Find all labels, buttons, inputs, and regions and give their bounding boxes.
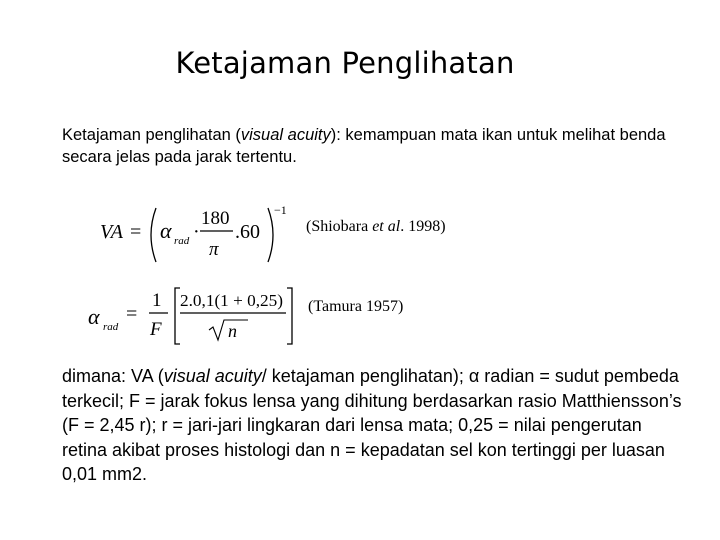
citation-tamura: (Tamura 1957) bbox=[308, 298, 404, 315]
eq2-frac-den: F bbox=[150, 319, 162, 340]
eq1-exponent: −1 bbox=[274, 203, 287, 217]
eq2-inner-den: n bbox=[228, 321, 237, 341]
eq1-factor: .60 bbox=[235, 221, 260, 243]
eq1-alpha-sub: rad bbox=[174, 235, 190, 247]
eq1-alpha: α bbox=[160, 218, 172, 243]
eq1-left-paren bbox=[151, 208, 156, 262]
eq2-frac-num: 1 bbox=[152, 290, 162, 311]
description-paragraph bbox=[62, 364, 682, 487]
eq1-equals: = bbox=[130, 221, 142, 243]
eq2-right-bracket bbox=[287, 288, 292, 344]
equation-visual-acuity bbox=[98, 200, 298, 270]
citation-shiobara bbox=[306, 218, 446, 236]
eq1-dot: · bbox=[193, 221, 200, 243]
intro-paragraph bbox=[62, 124, 682, 168]
cite1-before: (Shiobara bbox=[306, 218, 373, 235]
cite1-after: . 1998) bbox=[400, 218, 446, 235]
slide-title: Ketajaman Penglihatan bbox=[175, 46, 515, 80]
intro-term: visual acuity bbox=[240, 126, 331, 144]
desc-term: visual acuity bbox=[163, 366, 262, 386]
eq1-denominator: π bbox=[209, 239, 219, 260]
eq1-lhs: VA bbox=[100, 221, 123, 243]
eq2-inner-num: 2.0,1(1 + 0,25) bbox=[180, 291, 283, 310]
desc-text-1: dimana: VA ( bbox=[62, 366, 164, 386]
eq2-alpha-sub: rad bbox=[103, 321, 119, 333]
eq1-numerator: 180 bbox=[201, 208, 230, 229]
cite1-etal: et al bbox=[372, 218, 401, 235]
eq2-alpha: α bbox=[88, 304, 100, 329]
intro-text-1: Ketajaman penglihatan ( bbox=[62, 126, 241, 144]
desc-text-2: / ketajaman penglihatan); α radian = sudut pembeda terkecil; F = jarak fokus lensa yang dihitung berdasarkan rasio Matthiensson’s (F = 2,45 r); r = jari-jari lingkaran dari lensa mata; 0,25 = nilai pengerutan retina akibat proses histologi dan n = kepadatan sel kon tertinggi per luasan 0,01 mm2. bbox=[62, 366, 682, 484]
intro-text-2: ): kemampuan mata ikan untuk melihat benda secara jelas pada jarak tertentu. bbox=[62, 126, 666, 166]
equation-alpha-rad bbox=[86, 284, 306, 348]
eq2-equals: = bbox=[126, 303, 138, 325]
eq1-right-paren bbox=[268, 208, 273, 262]
